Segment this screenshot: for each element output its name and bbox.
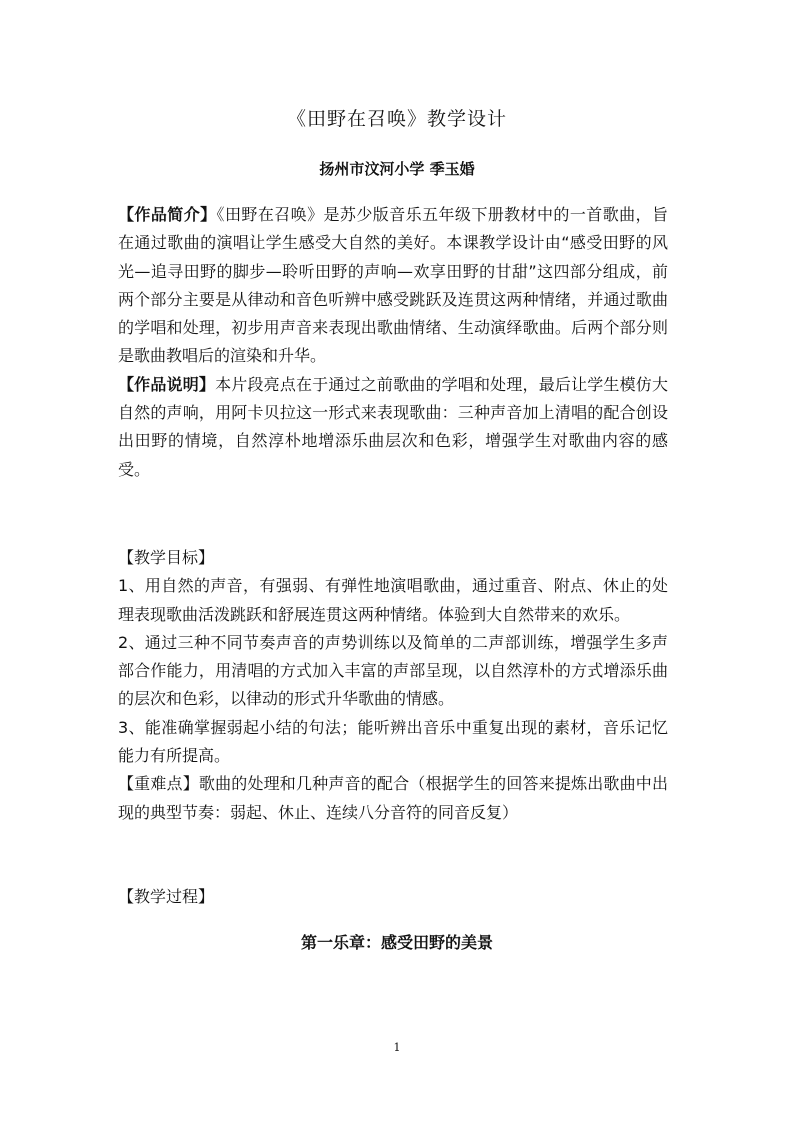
author-line: 扬州市汶河小学 季玉婚 <box>319 160 475 178</box>
key-points-text: 歌曲的处理和几种声音的配合（根据学生的回答来提炼出歌曲中出现的典型节奏：弱起、休止、连续八分音符的同音反复） <box>118 774 668 822</box>
page-number: 1 <box>393 1041 401 1054</box>
description-label: 【作品说明】 <box>118 374 216 394</box>
objectives-section <box>118 544 668 827</box>
process-heading: 【教学过程】 <box>118 887 215 906</box>
key-points-paragraph <box>118 770 668 827</box>
objectives-heading: 【教学目标】 <box>118 548 215 567</box>
objective-item-3: 3、能准确掌握弱起小结的句法；能听辨出音乐中重复出现的素材，音乐记忆能力有所提高。 <box>118 717 668 766</box>
intro-section <box>118 205 668 484</box>
intro-label: 【作品简介】 <box>118 205 217 224</box>
process-section <box>118 883 668 911</box>
key-points-label: 【重难点】 <box>118 774 199 794</box>
description-text: 本片段亮点在于通过之前歌曲的学唱和处理，最后让学生模仿大自然的声响，用阿卡贝拉这一形式来表现歌曲：三种声音加上清唱的配合创设出田野的情境，自然淳朴地增添乐曲层次和色彩，增强学生对歌曲内容的感受。 <box>118 374 668 479</box>
objective-item-2: 2、通过三种不同节奏声音的声势训练以及简单的二声部训练，增强学生多声部合作能力，用清唱的方式加入丰富的声部呈现，以自然淳朴的方式增添乐曲的层次和色彩，以律动的形式升华歌曲的情感。 <box>118 632 668 709</box>
description-paragraph <box>118 371 668 484</box>
intro-text: 《田野在召唤》是苏少版音乐五年级下册教材中的一首歌曲，旨在通过歌曲的演唱让学生感受大自然的美好。本课教学设计由“感受田野的风光—追寻田野的脚步—聆听田野的声响—欢享田野的甘甜”这四部分组成，前两个部分主要是从律动和音色听辨中感受跳跃及连贯这两种情绪，并通过歌曲的学唱和处理，初步用声音来表现出歌曲情绪、生动演绎歌曲。后两个部分则是歌曲教唱后的渲染和升华。 <box>118 205 668 366</box>
objective-item-1: 1、用自然的声音，有强弱、有弹性地演唱歌曲，通过重音、附点、休止的处理表现歌曲活泼跳跃和舒展连贯这两种情绪。体验到大自然带来的欢乐。 <box>118 576 668 624</box>
document-title: 《田野在召唤》教学设计 <box>286 108 507 130</box>
chapter-title: 第一乐章：感受田野的美景 <box>300 933 493 952</box>
intro-paragraph <box>118 201 668 371</box>
